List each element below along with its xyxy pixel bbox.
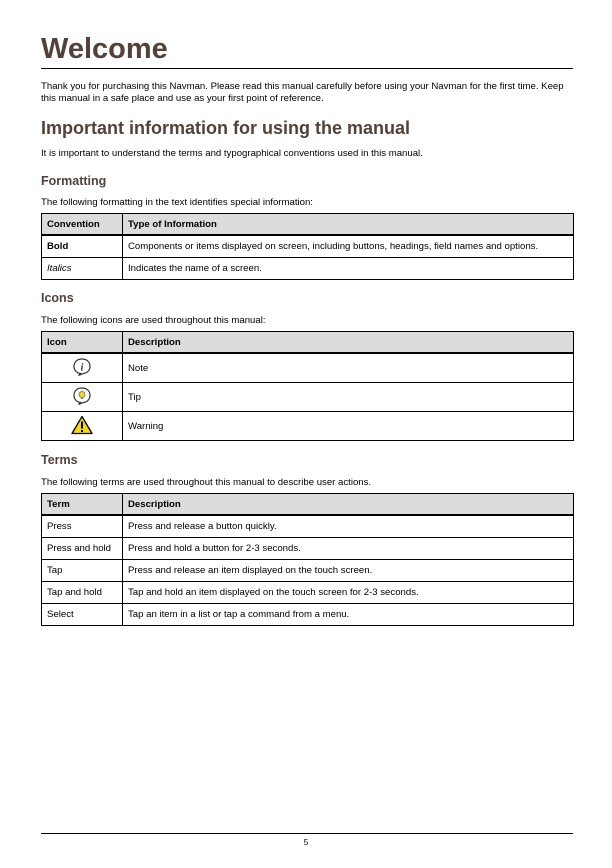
table-row	[42, 258, 574, 280]
term-cell: Press	[42, 515, 123, 538]
icons-paragraph: The following icons are used throughout this manual:	[41, 315, 266, 326]
column-header: Type of Information	[123, 214, 574, 236]
table-row	[42, 353, 574, 383]
description-cell: Note	[123, 353, 574, 383]
tip-icon	[72, 386, 92, 406]
description-cell: Tip	[123, 383, 574, 412]
column-header: Term	[42, 494, 123, 516]
table-row	[42, 515, 574, 538]
table-row	[42, 412, 574, 441]
table-header-row	[42, 214, 574, 236]
icons-heading: Icons	[41, 291, 74, 305]
page-number: 5	[303, 838, 309, 847]
intro-paragraph: Thank you for purchasing this Navman. Please read this manual carefully before using your Navman for the first time. Keep this manual in a safe place and use as your first point of reference.	[41, 81, 564, 104]
description-cell: Press and release a button quickly.	[123, 515, 574, 538]
column-header: Description	[123, 494, 574, 516]
term-cell: Tap and hold	[42, 582, 123, 604]
icons-table	[41, 331, 574, 441]
column-header: Icon	[42, 332, 123, 354]
terms-table	[41, 493, 574, 626]
description-cell: Press and hold a button for 2-3 seconds.	[123, 538, 574, 560]
info-cell: Indicates the name of a screen.	[123, 258, 574, 280]
section-heading: Important information for using the manual	[41, 118, 410, 138]
table-header-row	[42, 494, 574, 516]
table-header-row	[42, 332, 574, 354]
table-row	[42, 383, 574, 412]
info-cell: Components or items displayed on screen, including buttons, headings, field names and options.	[123, 235, 574, 258]
note-icon	[72, 357, 92, 377]
table-row	[42, 538, 574, 560]
terms-paragraph: The following terms are used throughout this manual to describe user actions.	[41, 477, 372, 488]
page-title: Welcome	[41, 33, 168, 65]
column-header: Description	[123, 332, 574, 354]
description-cell: Tap and hold an item displayed on the touch screen for 2-3 seconds.	[123, 582, 574, 604]
title-divider	[41, 68, 573, 69]
table-row	[42, 560, 574, 582]
table-row	[42, 582, 574, 604]
term-cell: Press and hold	[42, 538, 123, 560]
term-cell: Tap	[42, 560, 123, 582]
column-header: Convention	[42, 214, 123, 236]
svg-text:i: i	[80, 362, 84, 373]
table-row	[42, 235, 574, 258]
footer-divider	[41, 833, 573, 834]
table-row	[42, 604, 574, 626]
formatting-table	[41, 213, 574, 280]
convention-cell: Italics	[42, 258, 123, 280]
description-cell: Press and release an item displayed on the touch screen.	[123, 560, 574, 582]
formatting-heading: Formatting	[41, 174, 107, 188]
formatting-paragraph: The following formatting in the text identifies special information:	[41, 197, 313, 208]
terms-heading: Terms	[41, 453, 78, 467]
term-cell: Select	[42, 604, 123, 626]
section-paragraph: It is important to understand the terms and typographical conventions used in this manual.	[41, 148, 423, 159]
description-cell: Warning	[123, 412, 574, 441]
convention-cell: Bold	[42, 235, 123, 258]
description-cell: Tap an item in a list or tap a command from a menu.	[123, 604, 574, 626]
warning-icon	[71, 415, 93, 435]
